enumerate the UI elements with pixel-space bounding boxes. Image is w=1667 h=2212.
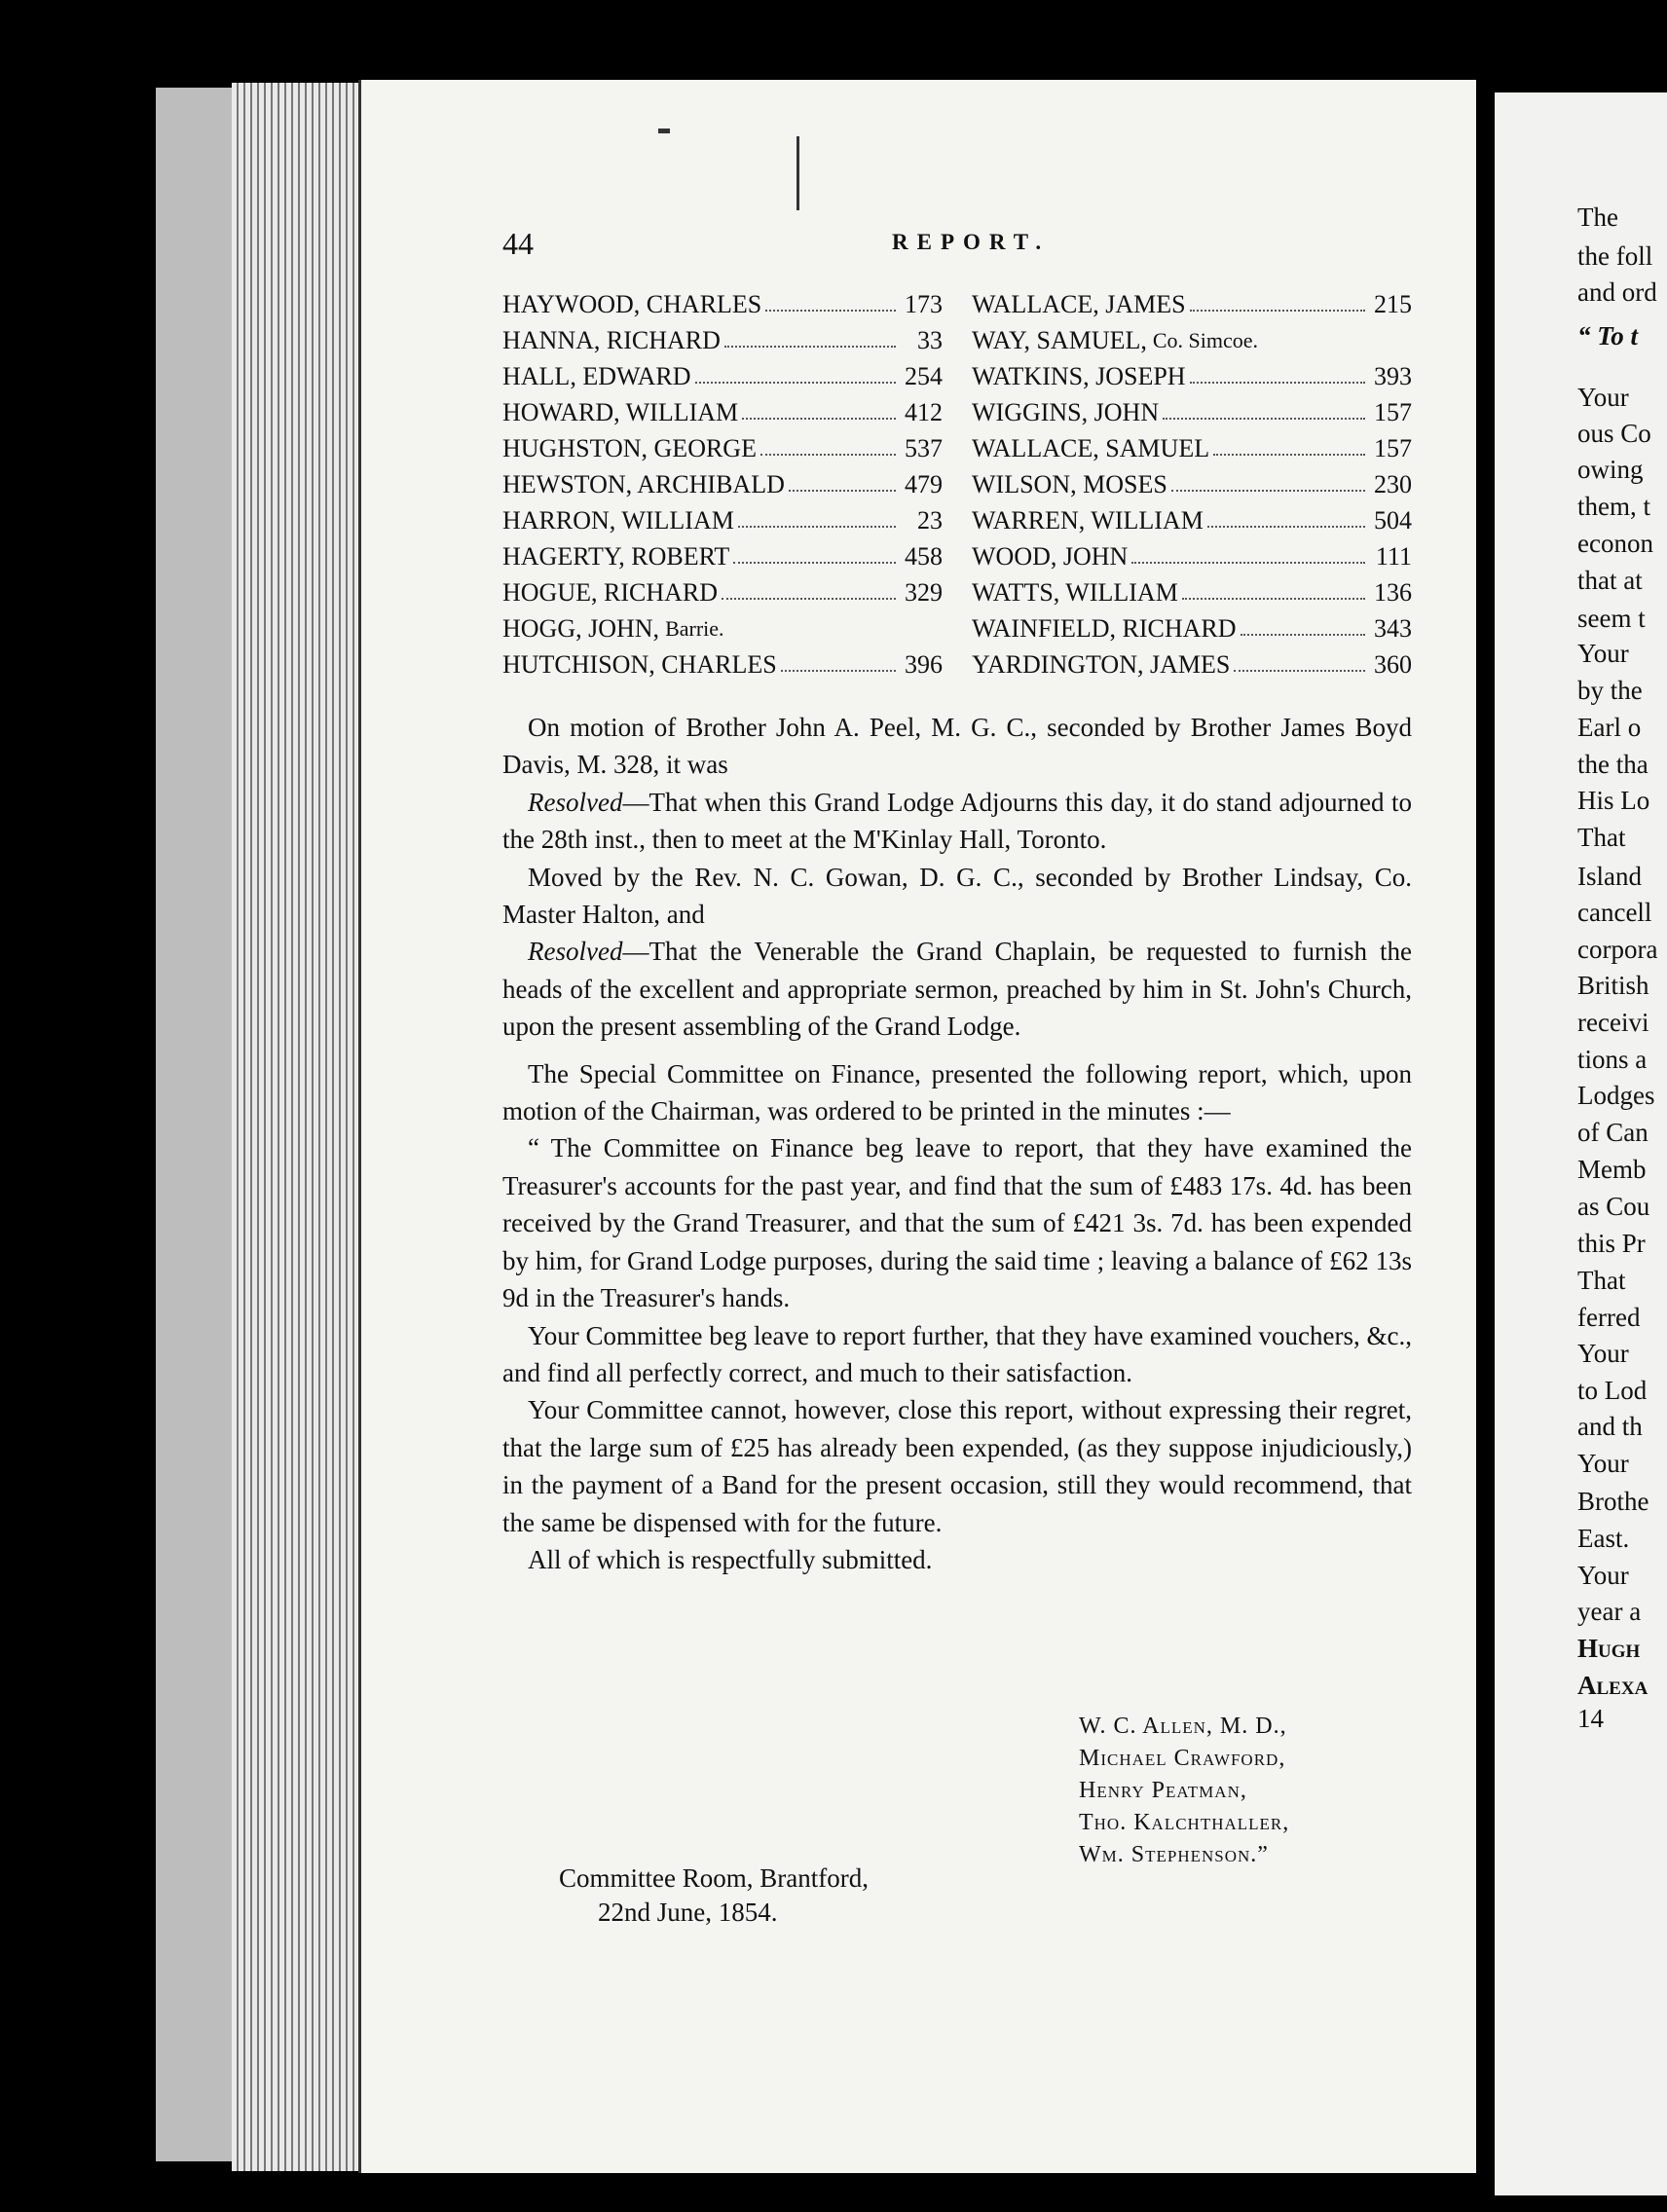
ink-speck	[658, 129, 670, 133]
facing-page-line: His Lo	[1577, 786, 1650, 815]
member-list	[502, 286, 1412, 682]
member-name: HUGHSTON, GEORGE	[502, 434, 757, 462]
dot-leader	[789, 466, 896, 492]
member-row	[502, 502, 1412, 538]
member-name: WALLACE, JAMES	[972, 290, 1186, 318]
member-entry	[502, 466, 943, 502]
facing-page-line: Your	[1577, 1449, 1629, 1478]
facing-page-line: the foll	[1577, 241, 1653, 271]
member-name: WAINFIELD, RICHARD	[972, 614, 1237, 643]
facing-page-line: corpora	[1577, 935, 1658, 964]
ink-mark	[796, 136, 799, 210]
lodge-number: 173	[905, 290, 943, 318]
paragraph: The Special Committee on Finance, presented the following report, which, upon motion of the Chairman, was ordered to be printed in the minutes :—	[502, 1058, 1412, 1126]
signature: Michael Crawford,	[1079, 1746, 1286, 1771]
member-entry	[502, 322, 943, 358]
member-name: WILSON, MOSES	[972, 470, 1167, 498]
facing-page-line: to Lod	[1577, 1376, 1648, 1405]
date-line: 22nd June, 1854.	[598, 1898, 778, 1927]
member-row	[502, 646, 1412, 682]
member-entry	[502, 358, 943, 394]
dot-leader	[1213, 430, 1365, 456]
dot-leader	[1234, 646, 1365, 672]
facing-page-line: this Pr	[1577, 1229, 1646, 1258]
facing-page-line: 14	[1577, 1704, 1604, 1733]
dot-leader	[733, 538, 896, 564]
facing-page-line: ferred	[1577, 1303, 1641, 1332]
facing-page-line: Brothe	[1577, 1487, 1649, 1516]
facing-page-line: British	[1577, 971, 1649, 1000]
book-left-margin	[156, 88, 234, 2161]
member-entry	[972, 430, 1412, 466]
member-entry	[972, 466, 1412, 502]
member-entry	[972, 322, 1412, 358]
paragraph: Resolved—That when this Grand Lodge Adjourns this day, it do stand adjourned to the 28th inst., then to meet at the M'Kinlay Hall, Toronto.	[502, 787, 1412, 855]
place-and-date	[559, 1862, 869, 1930]
member-location: Barrie.	[665, 616, 724, 641]
facing-page-line: and ord	[1577, 277, 1657, 307]
member-row	[502, 538, 1412, 574]
member-row	[502, 466, 1412, 502]
signature: W. C. Allen, M. D.,	[1079, 1714, 1287, 1739]
facing-page-line: as Cou	[1577, 1192, 1650, 1221]
lodge-number: 479	[905, 470, 943, 498]
dot-leader	[781, 646, 896, 672]
member-name: HAYWOOD, CHARLES	[502, 290, 762, 318]
member-entry	[502, 430, 943, 466]
facing-page-line: seem t	[1577, 604, 1646, 633]
dot-leader	[765, 286, 896, 312]
lodge-number: 23	[917, 506, 943, 535]
lodge-number: 111	[1375, 542, 1412, 571]
member-name: HOGUE, RICHARD	[502, 578, 718, 607]
member-entry	[502, 538, 943, 574]
member-name: WATKINS, JOSEPH	[972, 362, 1186, 390]
paragraph: “ The Committee on Finance beg leave to report, that they have examined the Treasurer's accounts for the past year, and find that the sum of £483 17s. 4d. has been received by the Grand Treasurer, and that the sum of £421 3s. 7d. has been expended by him, for Grand Lodge purposes, during the said time ; leaving a balance of £62 13s 9d in the Treasurer's hands.	[502, 1133, 1412, 1313]
page-edges	[232, 83, 368, 2171]
lodge-number: 33	[917, 326, 943, 354]
lodge-number: 157	[1374, 434, 1412, 462]
member-entry	[972, 646, 1412, 682]
facing-page-line: ous Co	[1577, 419, 1651, 448]
facing-page-line: “ To t	[1577, 321, 1639, 350]
member-name: WALLACE, SAMUEL	[972, 434, 1210, 462]
member-name: HAGERTY, ROBERT	[502, 542, 730, 571]
member-name: HOGG, JOHN,	[502, 614, 660, 643]
member-entry	[972, 394, 1412, 430]
facing-page-fragment	[1495, 92, 1667, 2195]
facing-page-line: that at	[1577, 566, 1643, 595]
member-row	[502, 610, 1412, 646]
member-name: WOOD, JOHN	[972, 542, 1129, 571]
paragraph: All of which is respectfully submitted.	[528, 1544, 933, 1574]
member-name: HALL, EDWARD	[502, 362, 691, 390]
member-entry	[972, 574, 1412, 610]
member-entry	[502, 502, 943, 538]
dot-leader	[1207, 502, 1365, 528]
lodge-number: 254	[905, 362, 943, 390]
member-row	[502, 286, 1412, 322]
facing-page-line: Your	[1577, 383, 1629, 412]
page-header	[502, 226, 1412, 265]
running-title: REPORT.	[892, 230, 1051, 254]
paragraph: Your Committee beg leave to report further, that they have examined vouchers, &c., and find all perfectly correct, and much to their satisfaction.	[502, 1320, 1412, 1387]
member-entry	[972, 502, 1412, 538]
member-entry	[502, 574, 943, 610]
dot-leader	[1241, 610, 1365, 636]
member-row	[502, 430, 1412, 466]
facing-page-line: Memb	[1577, 1155, 1647, 1184]
member-name: HANNA, RICHARD	[502, 326, 721, 354]
member-entry	[502, 610, 943, 646]
member-entry	[502, 394, 943, 430]
member-name: WAY, SAMUEL,	[972, 326, 1147, 354]
paragraph: Your Committee cannot, however, close this report, without expressing their regret, that the large sum of £25 has already been expended, (as they suppose injudiciously,) in the payment of a Band for the present occasion, still they would recommend, that the same be dispensed with for the future.	[502, 1395, 1412, 1537]
lodge-number: 157	[1374, 398, 1412, 426]
lodge-number: 343	[1374, 614, 1412, 643]
facing-page-line: tions a	[1577, 1045, 1648, 1074]
facing-page-line: That	[1577, 1266, 1626, 1295]
facing-page-line: That	[1577, 823, 1626, 852]
facing-page-line: receivi	[1577, 1008, 1649, 1037]
dot-leader	[742, 394, 896, 420]
facing-page-line: Hugh	[1577, 1634, 1641, 1663]
member-row	[502, 394, 1412, 430]
signature: Henry Peatman,	[1079, 1778, 1247, 1803]
member-location: Co. Simcoe.	[1152, 328, 1259, 352]
member-entry	[972, 538, 1412, 574]
facing-page-line: Lodges	[1577, 1081, 1655, 1110]
dot-leader	[1190, 358, 1365, 384]
member-row	[502, 322, 1412, 358]
member-name: YARDINGTON, JAMES	[972, 650, 1231, 679]
facing-page-line: East.	[1577, 1524, 1630, 1553]
facing-page-line: Your	[1577, 1339, 1629, 1368]
member-entry	[972, 610, 1412, 646]
lodge-number: 230	[1374, 470, 1412, 498]
member-name: WATTS, WILLIAM	[972, 578, 1178, 607]
dot-leader	[1131, 538, 1365, 564]
facing-page-line: of Can	[1577, 1118, 1648, 1147]
paragraph: Resolved—That the Venerable the Grand Chaplain, be requested to furnish the heads of the excellent and appropriate sermon, preached by him in St. John's Church, upon the present assembling of the Grand Lodge.	[502, 937, 1412, 1042]
dot-leader	[760, 430, 896, 456]
facing-page-line: the tha	[1577, 750, 1648, 779]
lodge-number: 458	[905, 542, 943, 571]
signature: Wm. Stephenson.”	[1079, 1842, 1269, 1867]
facing-page-line: by the	[1577, 676, 1643, 705]
member-entry	[972, 358, 1412, 394]
dot-leader	[1171, 466, 1365, 492]
facing-page-line: Your	[1577, 639, 1629, 668]
lodge-number: 393	[1374, 362, 1412, 390]
facing-page-line: Your	[1577, 1561, 1629, 1590]
facing-page-line: The	[1577, 203, 1618, 232]
member-name: HARRON, WILLIAM	[502, 506, 734, 535]
facing-page-line: and th	[1577, 1412, 1643, 1441]
member-name: HEWSTON, ARCHIBALD	[502, 470, 785, 498]
paragraph: Moved by the Rev. N. C. Gowan, D. G. C., seconded by Brother Lindsay, Co. Master Halton, and	[502, 862, 1412, 930]
member-name: WARREN, WILLIAM	[972, 506, 1204, 535]
facing-page-line: econon	[1577, 529, 1653, 558]
member-entry	[972, 286, 1412, 322]
member-name: HUTCHISON, CHARLES	[502, 650, 777, 679]
dot-leader	[1190, 286, 1365, 312]
member-row	[502, 574, 1412, 610]
paragraph: On motion of Brother John A. Peel, M. G. C., seconded by Brother James Boyd Davis, M. 328, it was	[502, 713, 1412, 780]
facing-page-line: owing	[1577, 455, 1644, 484]
facing-page-line: cancell	[1577, 898, 1652, 927]
lodge-number: 412	[905, 398, 943, 426]
lodge-number: 504	[1374, 506, 1412, 535]
dot-leader	[722, 574, 896, 600]
report-body	[502, 709, 1412, 1578]
facing-page-line: Earl o	[1577, 713, 1642, 742]
lodge-number: 396	[905, 650, 943, 679]
member-name: HOWARD, WILLIAM	[502, 398, 739, 426]
lodge-number: 215	[1374, 290, 1412, 318]
page-number: 44	[502, 226, 534, 261]
facing-page-line: Island	[1577, 862, 1642, 891]
facing-page-line: them, t	[1577, 492, 1650, 521]
dot-leader	[724, 322, 896, 348]
member-entry	[502, 286, 943, 322]
member-entry	[502, 646, 943, 682]
facing-page-line: Alexa	[1577, 1671, 1648, 1700]
lodge-number: 136	[1374, 578, 1412, 607]
dot-leader	[738, 502, 896, 528]
lodge-number: 360	[1374, 650, 1412, 679]
dot-leader	[695, 358, 896, 384]
member-name: WIGGINS, JOHN	[972, 398, 1160, 426]
member-row	[502, 358, 1412, 394]
dot-leader	[1182, 574, 1365, 600]
lodge-number: 537	[905, 434, 943, 462]
signature: Tho. Kalchthaller,	[1079, 1810, 1290, 1835]
place-line: Committee Room, Brantford,	[559, 1863, 869, 1893]
facing-page-line: year a	[1577, 1597, 1642, 1626]
dot-leader	[1163, 394, 1365, 420]
lodge-number: 329	[905, 578, 943, 607]
signatures	[1079, 1711, 1289, 1871]
